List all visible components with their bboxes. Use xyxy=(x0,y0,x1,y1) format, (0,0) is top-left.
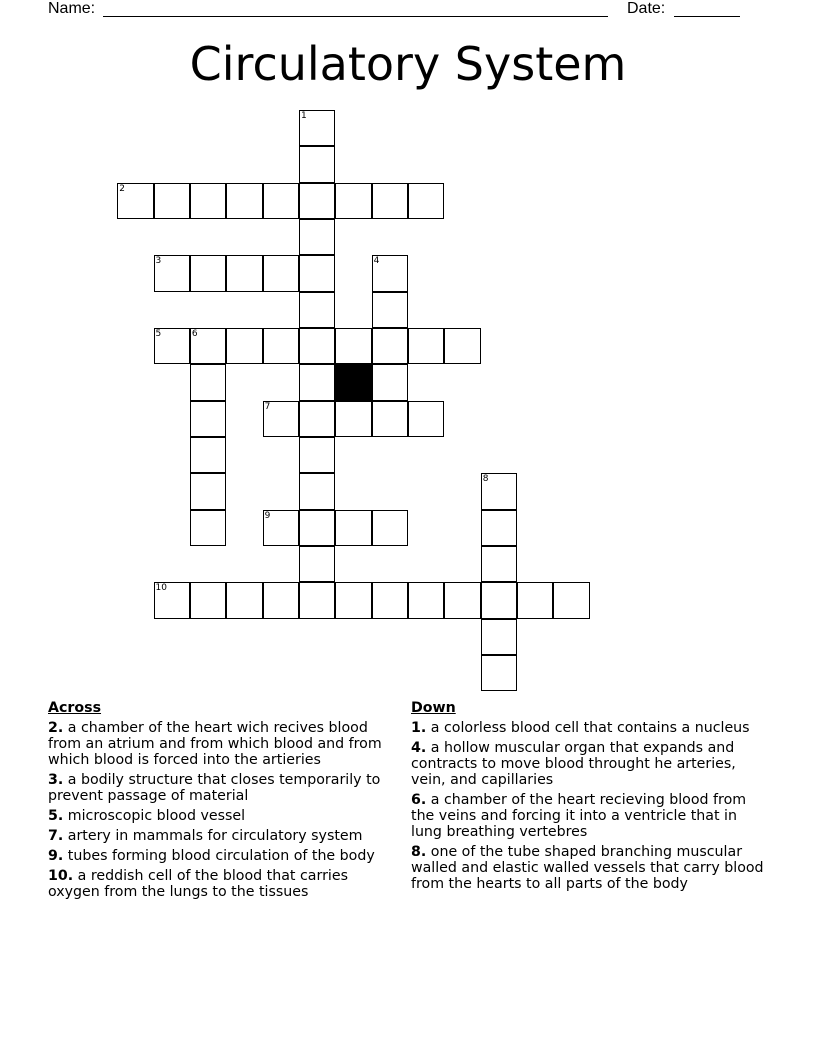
cell-number: 9 xyxy=(264,510,271,521)
cell-number: 5 xyxy=(155,328,162,339)
clue-text: a chamber of the heart wich recives blood from an atrium and from which blood and from which blood is forced into the artieries xyxy=(48,720,382,768)
grid-cell[interactable] xyxy=(372,582,408,618)
grid-cell[interactable] xyxy=(408,401,444,437)
grid-cell[interactable] xyxy=(190,437,226,473)
clue-text: microscopic blood vessel xyxy=(63,808,246,824)
grid-cell[interactable] xyxy=(263,183,299,219)
cell-number: 1 xyxy=(300,110,307,121)
grid-cell[interactable] xyxy=(154,582,190,618)
cell-number: 4 xyxy=(373,256,380,267)
grid-cell[interactable] xyxy=(299,437,335,473)
grid-cell[interactable] xyxy=(299,219,335,255)
grid-cell[interactable] xyxy=(299,546,335,582)
grid-cell[interactable] xyxy=(372,183,408,219)
clue-text: a bodily structure that closes temporarily to prevent passage of material xyxy=(48,772,381,804)
name-label: Name: xyxy=(48,0,96,17)
down-clue-4 xyxy=(411,740,771,788)
grid-cell[interactable] xyxy=(263,582,299,618)
grid-cell[interactable] xyxy=(335,401,371,437)
clue-number: 5. xyxy=(48,808,64,824)
across-clue-3 xyxy=(48,772,403,804)
down-heading: Down xyxy=(411,700,456,716)
grid-cell[interactable] xyxy=(190,401,226,437)
clue-text: a chamber of the heart recieving blood from the veins and forcing it into a ventricle that in lung breathing vertebres xyxy=(411,792,747,840)
grid-cell[interactable] xyxy=(335,582,371,618)
across-clue-9 xyxy=(48,848,403,864)
clue-text: tubes forming blood circulation of the body xyxy=(63,848,375,864)
cell-number: 7 xyxy=(264,401,271,412)
clue-text: a hollow muscular organ that expands and contracts to move blood throught he arteries, vein, and capillaries xyxy=(411,740,736,788)
across-clue-2 xyxy=(48,720,403,768)
grid-cell[interactable] xyxy=(553,582,589,618)
grid-cell[interactable] xyxy=(299,582,335,618)
clue-number: 9. xyxy=(48,848,64,864)
grid-cell[interactable] xyxy=(299,110,335,146)
grid-cell[interactable] xyxy=(299,146,335,182)
grid-cell[interactable] xyxy=(335,510,371,546)
grid-cell[interactable] xyxy=(444,582,480,618)
across-clue-10 xyxy=(48,868,403,900)
grid-cell[interactable] xyxy=(226,328,262,364)
grid-cell[interactable] xyxy=(372,292,408,328)
grid-cell[interactable] xyxy=(335,328,371,364)
across-clue-list xyxy=(48,720,403,900)
across-clue-7 xyxy=(48,828,403,844)
grid-cell[interactable] xyxy=(372,328,408,364)
grid-cell[interactable] xyxy=(444,328,480,364)
clue-text: artery in mammals for circulatory system xyxy=(63,828,363,844)
grid-cell[interactable] xyxy=(263,328,299,364)
cell-number: 3 xyxy=(155,256,162,267)
grid-cell[interactable] xyxy=(299,364,335,400)
down-clues xyxy=(411,700,771,896)
grid-cell[interactable] xyxy=(372,364,408,400)
clue-number: 4. xyxy=(411,740,427,756)
grid-cell[interactable] xyxy=(299,401,335,437)
grid-cell[interactable] xyxy=(263,510,299,546)
grid-cell[interactable] xyxy=(481,655,517,691)
across-clues xyxy=(48,700,403,904)
grid-cell[interactable] xyxy=(299,473,335,509)
grid-cell[interactable] xyxy=(372,401,408,437)
grid-cell[interactable] xyxy=(408,183,444,219)
cell-number: 6 xyxy=(191,328,198,339)
grid-cell[interactable] xyxy=(481,473,517,509)
clue-number: 10. xyxy=(48,868,74,884)
grid-cell[interactable] xyxy=(190,183,226,219)
grid-cell[interactable] xyxy=(408,328,444,364)
clue-number: 7. xyxy=(48,828,64,844)
cell-number: 2 xyxy=(119,183,125,194)
grid-cell[interactable] xyxy=(190,255,226,291)
cell-number: 8 xyxy=(482,474,489,485)
grid-cell[interactable] xyxy=(372,510,408,546)
clue-number: 1. xyxy=(411,720,427,736)
grid-cell[interactable] xyxy=(263,401,299,437)
grid-cell[interactable] xyxy=(190,473,226,509)
grid-cell[interactable] xyxy=(190,510,226,546)
across-clue-5 xyxy=(48,808,403,824)
grid-cell[interactable] xyxy=(481,619,517,655)
down-clue-list xyxy=(411,720,771,892)
grid-cell[interactable] xyxy=(481,582,517,618)
down-clue-1 xyxy=(411,720,771,736)
clue-number: 6. xyxy=(411,792,427,808)
date-label: Date: xyxy=(627,0,666,17)
grid-cell[interactable] xyxy=(299,292,335,328)
clue-number: 8. xyxy=(411,844,427,860)
clue-text: a reddish cell of the blood that carries oxygen from the lungs to the tissues xyxy=(48,868,348,900)
grid-cell[interactable] xyxy=(299,328,335,364)
clue-text: a colorless blood cell that contains a nucleus xyxy=(426,720,750,736)
clue-number: 2. xyxy=(48,720,64,736)
clue-text: one of the tube shaped branching muscular walled and elastic walled vessels that carry blood from the hearts to all parts of the body xyxy=(411,844,764,892)
grid-cell[interactable] xyxy=(299,510,335,546)
grid-cell[interactable] xyxy=(226,255,262,291)
grid-cell[interactable] xyxy=(154,255,190,291)
grid-cell[interactable] xyxy=(481,546,517,582)
cell-number: 10 xyxy=(155,583,167,594)
grid-cell[interactable] xyxy=(117,183,153,219)
grid-cell[interactable] xyxy=(154,328,190,364)
grid-cell[interactable] xyxy=(372,255,408,291)
grid-cell[interactable] xyxy=(408,582,444,618)
page-title: Circulatory System xyxy=(189,37,627,91)
down-clue-8 xyxy=(411,844,771,892)
grid-cell[interactable] xyxy=(299,183,335,219)
grid-cell[interactable] xyxy=(154,183,190,219)
grid-cell[interactable] xyxy=(190,364,226,400)
across-heading: Across xyxy=(48,700,102,716)
grid-cell[interactable] xyxy=(335,183,371,219)
down-clue-6 xyxy=(411,792,771,840)
grid-cell[interactable] xyxy=(226,582,262,618)
grid-cell[interactable] xyxy=(299,255,335,291)
grid-cell[interactable] xyxy=(226,183,262,219)
grid-cell[interactable] xyxy=(263,255,299,291)
grid-cell[interactable] xyxy=(190,582,226,618)
clue-number: 3. xyxy=(48,772,64,788)
grid-cell[interactable] xyxy=(517,582,553,618)
grid-cell[interactable] xyxy=(481,510,517,546)
black-cell xyxy=(335,364,371,400)
grid-cell[interactable] xyxy=(190,328,226,364)
